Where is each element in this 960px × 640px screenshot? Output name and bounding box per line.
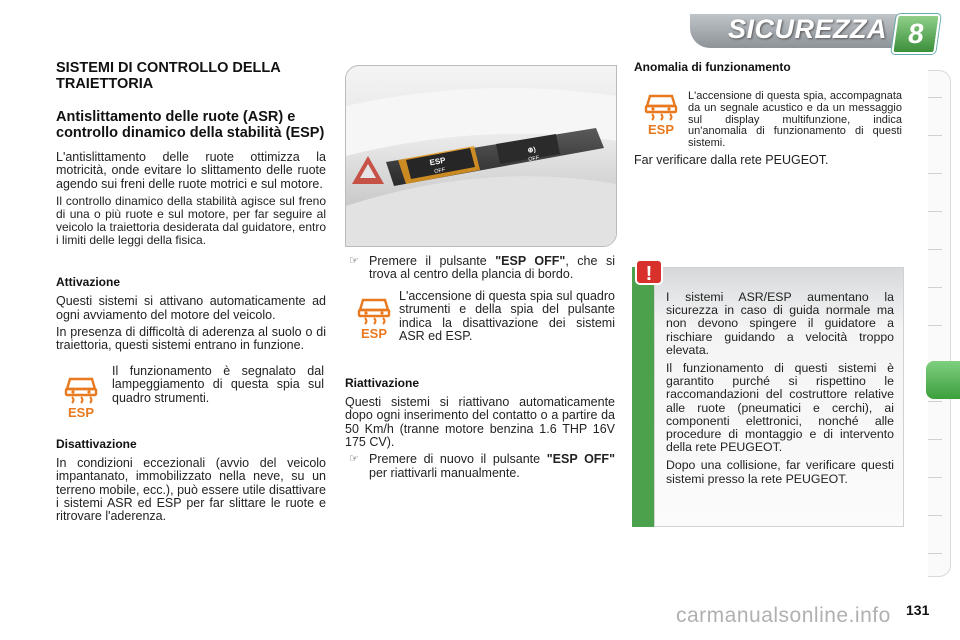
photo-button2-off-label: OFF — [527, 155, 540, 163]
esp-warning-light-icon — [62, 375, 100, 419]
deactivation-indicator-text: L'accensione di questa spia sul quadro strumenti e della spia del pulsante indica la disattivazione dei sistemi ASR ed ESP. — [399, 288, 615, 344]
column-middle — [345, 255, 615, 484]
page-number: 131 — [906, 602, 930, 618]
deactivation-indicator — [345, 290, 615, 360]
svg-text:⊕): ⊕) — [527, 146, 537, 155]
malfunction-indicator — [634, 80, 904, 148]
warning-paragraph-3: Dopo una collisione, far verificare questi sistemi presso la rete PEUGEOT. — [666, 458, 894, 486]
column-left — [56, 60, 326, 528]
column-right — [634, 60, 904, 171]
activation-indicator — [56, 365, 326, 419]
esp-icon-label: ESP — [67, 404, 95, 419]
svg-text:ESP: ESP — [647, 122, 675, 136]
active-chapter-tab[interactable] — [926, 361, 960, 399]
intro-paragraph-asr: L'antislittamento delle ruote ottimizza la motricità, onde evitare lo slittamento delle ruote agendo sui freni delle ruote motrici e sul motore. — [56, 150, 326, 191]
warning-strip — [632, 267, 654, 527]
esp-off-button-illustration — [346, 66, 616, 246]
pointing-hand-icon: ☞ — [349, 453, 359, 466]
watermark: carmanualsonline.info — [676, 604, 891, 627]
photo-button-off-label: OFF — [433, 167, 446, 175]
pointing-hand-icon: ☞ — [349, 255, 359, 267]
deactivation-paragraph: In condizioni eccezionali (avvio del veicolo impantanato, immobilizzato nella neve, su un terreno mobile, ecc.), può essere utile disattivare i sistemi ASR ed ESP per far slittare le ruote e ritrovare l'aderenza. — [56, 455, 326, 524]
activation-heading: Attivazione — [56, 275, 121, 290]
reactivation-heading: Riattivazione — [345, 375, 420, 390]
dashboard-photo — [345, 65, 617, 247]
activation-paragraph-1: Questi sistemi si attivano automaticamente ad ogni avviamento del motore del veicolo. — [56, 294, 326, 322]
check-at-dealer-text: Far verificare dalla rete PEUGEOT. — [634, 153, 829, 167]
chapter-title: SICUREZZA — [728, 14, 887, 44]
warning-paragraph-1: I sistemi ASR/ESP aumentano la sicurezza in caso di guida normale ma non devono spingere il guidatore a rischiare guidando a velocità troppo elevata. — [666, 290, 894, 357]
warning-text — [666, 291, 894, 491]
deactivation-heading: Disattivazione — [56, 436, 137, 451]
esp-warning-light-icon — [355, 296, 393, 340]
press-esp-off-instruction: ☞ Premere il pulsante "ESP OFF", che si trova al centro della plancia di bordo. — [349, 254, 615, 282]
activation-indicator-text: Il funzionamento è segnalato dal lampeggiamento di questa spia sul quadro strumenti. — [112, 363, 324, 405]
svg-text:!: ! — [645, 263, 653, 285]
warning-box — [632, 255, 904, 527]
photo-button-esp-label: ESP — [428, 155, 447, 168]
press-again-instruction: ☞ Premere di nuovo il pulsante "ESP OFF" per riattivarli manualmente. — [349, 452, 615, 480]
malfunction-heading: Anomalia di funzionamento — [634, 60, 791, 74]
malfunction-indicator-text: L'accensione di questa spia, accompagnata da un segnale acustico e da un messaggio sul display multifunzione, indica un'anomalia di funzionamento di questi sistemi. — [688, 90, 902, 150]
intro-paragraph-esp: Il controllo dinamico della stabilità agisce sul freno di una o più ruote e sul motore, per far seguire al veicolo la traiettoria desiderata dal guidatore, entro i limiti delle leggi della fisica. — [56, 194, 326, 248]
chapter-number-badge: 8 — [891, 14, 941, 54]
svg-text:ESP: ESP — [360, 325, 388, 340]
chapter-tabs-rail — [928, 70, 951, 577]
reactivation-paragraph: Questi sistemi si riattivano automaticamente dopo ogni inserimento del contatto o a partire da 50 Km/h (tranne motore benzina 1.6 THP 16V 175 CV). — [345, 394, 615, 450]
subsection-title: Antislittamento delle ruote (ASR) e controllo dinamico della stabilità (ESP) — [56, 109, 325, 141]
header — [0, 0, 960, 64]
activation-paragraph-2: In presenza di difficoltà di aderenza al suolo o di traiettoria, questi sistemi entrano in funzione. — [56, 325, 326, 353]
section-title: SISTEMI DI CONTROLLO DELLA TRAIETTORIA — [56, 60, 281, 92]
exclamation-warning-icon — [635, 259, 663, 285]
warning-paragraph-2: Il funzionamento di questi sistemi è garantito purché si rispettino le raccomandazioni del costruttore relative alle ruote (pneumatici e cerchi), ai componenti elettronici, nonché alle procedure di montaggio e di intervento della rete PEUGEOT. — [666, 361, 894, 455]
esp-warning-light-icon — [642, 92, 680, 136]
